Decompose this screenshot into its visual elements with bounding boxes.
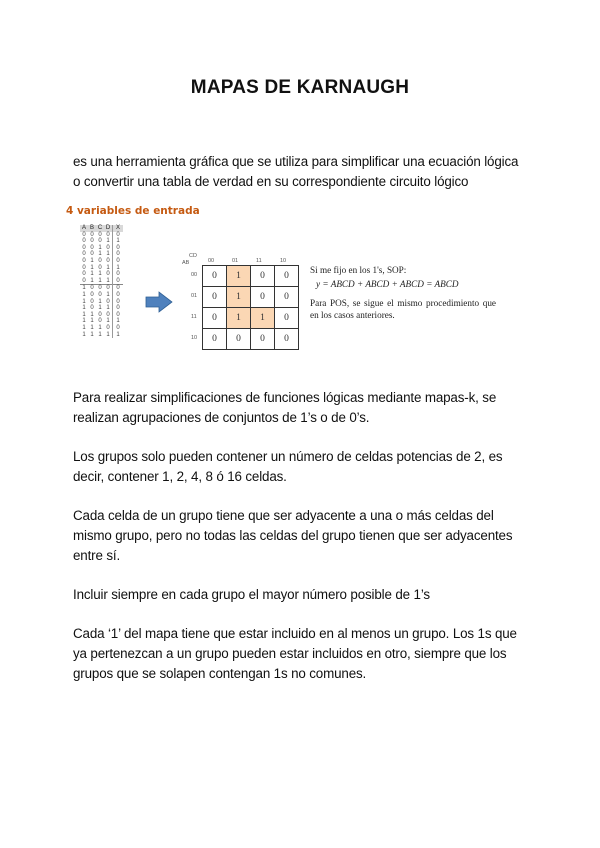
truth-table-cell: 0	[88, 285, 96, 292]
truth-table-cell: 1	[80, 285, 88, 292]
sop-block	[310, 264, 496, 321]
kmap-col-header: 01	[232, 258, 239, 264]
truth-table-cell: 0	[106, 231, 110, 238]
truth-table-cell: 1	[82, 305, 86, 312]
truth-table-cell: 1	[106, 291, 110, 298]
truth-table-header: C	[97, 225, 103, 231]
kmap-cell: 0	[275, 266, 299, 287]
truth-table-cell: 0	[98, 311, 102, 318]
kmap-cell: 0	[251, 329, 275, 350]
truth-table-cell: 0	[104, 285, 113, 292]
truth-table-header: X	[113, 225, 124, 232]
truth-table-row	[80, 258, 123, 265]
truth-table-cell: 1	[90, 318, 94, 325]
truth-table-cell: 0	[98, 318, 102, 325]
truth-table-row	[80, 305, 123, 312]
truth-table-cell: 1	[82, 324, 86, 331]
truth-table-cell: 0	[98, 231, 102, 238]
truth-table-cell: 1	[113, 332, 124, 339]
truth-table-cell: 1	[106, 305, 110, 312]
truth-table-cell: 0	[113, 312, 124, 319]
kmap-cell: 0	[251, 266, 275, 287]
body-paragraph	[73, 585, 543, 605]
kmap-cell: 0	[275, 329, 299, 350]
truth-table-row	[80, 318, 123, 325]
karnaugh-map	[182, 254, 302, 354]
kmap-grid	[202, 265, 299, 350]
truth-table-cell: 1	[106, 331, 110, 338]
truth-table-cell: 1	[90, 324, 94, 331]
truth-table-row	[80, 299, 123, 306]
kmap-col-header: 00	[208, 258, 215, 264]
sop-label: Si me fijo en los 1's, SOP:	[310, 265, 407, 275]
truth-table-cell: 0	[82, 257, 86, 264]
truth-table-cell: 1	[98, 251, 102, 258]
truth-table-cell: 1	[82, 298, 86, 305]
paragraph-line: mismo grupo, pero no todas las celdas del grupo tienen que ser adyacentes	[73, 528, 513, 543]
paragraph-line: entre sí.	[73, 548, 121, 563]
truth-table-cell: 0	[113, 245, 124, 252]
truth-table-cell: 1	[98, 244, 102, 251]
truth-table	[80, 225, 123, 338]
kmap-corner-ab: AB	[182, 260, 190, 266]
truth-table-cell: 1	[106, 264, 110, 271]
kmap-cell: 0	[203, 266, 227, 287]
kmap-cell: 1	[227, 266, 251, 287]
kmap-cell: 1	[251, 308, 275, 329]
truth-table-cell: 1	[98, 324, 102, 331]
truth-table-cell: 0	[113, 292, 124, 299]
truth-table-cell: 0	[106, 271, 110, 278]
paragraph-line: Cada ‘1’ del mapa tiene que estar incluido en al menos un grupo. Los 1s que	[73, 626, 517, 641]
pos-note: Para POS, se sigue el mismo procedimiento que en los casos anteriores.	[310, 298, 496, 320]
truth-table-row	[80, 251, 123, 258]
paragraph-line: Los grupos solo pueden contener un número de celdas potencias de 2, es	[73, 449, 503, 464]
truth-table-cell: 0	[82, 251, 86, 258]
truth-table-row	[80, 265, 123, 272]
body-paragraph	[73, 447, 543, 487]
truth-table-row	[80, 312, 123, 319]
body-paragraph	[73, 506, 543, 566]
truth-table-cell: 1	[98, 305, 102, 312]
truth-table-header: A	[81, 225, 86, 231]
truth-table-cell: 1	[90, 264, 94, 271]
truth-table-cell: 0	[106, 324, 110, 331]
truth-table-cell: 0	[106, 244, 110, 251]
truth-table-cell: 0	[106, 311, 110, 318]
truth-table-cell: 0	[82, 277, 86, 284]
truth-table-cell: 1	[113, 265, 124, 272]
truth-table-cell: 0	[113, 305, 124, 312]
truth-table-cell: 0	[98, 264, 102, 271]
truth-table-cell: 1	[113, 318, 124, 325]
kmap-cell: 1	[227, 308, 251, 329]
kmap-cell: 0	[203, 287, 227, 308]
truth-table-cell: 0	[106, 257, 110, 264]
truth-table-cell: 0	[90, 291, 94, 298]
truth-table-cell: 0	[90, 238, 94, 245]
kmap-cell: 0	[203, 329, 227, 350]
truth-table-cell: 1	[98, 271, 102, 278]
right-arrow-icon	[145, 291, 173, 313]
truth-table-cell: 1	[90, 331, 94, 338]
truth-table-cell: 0	[82, 264, 86, 271]
paragraph-line: decir, contener 1, 2, 4, 8 ó 16 celdas.	[73, 469, 287, 484]
truth-table-cell: 0	[113, 258, 124, 265]
kmap-corner-cd: CD	[189, 253, 197, 259]
truth-table-cell: 1	[98, 331, 102, 338]
truth-table-cell: 0	[113, 285, 124, 292]
kmap-cell: 1	[227, 287, 251, 308]
truth-table-row	[80, 332, 123, 339]
paragraph-line: realizan agrupaciones de conjuntos de 1’s o de 0’s.	[73, 410, 370, 425]
truth-table-row	[80, 285, 123, 292]
kmap-row-header: 01	[191, 293, 198, 299]
truth-table-header: B	[89, 225, 94, 231]
body-paragraph	[73, 388, 543, 428]
truth-table-cell: 1	[82, 291, 86, 298]
truth-table-header: D	[104, 225, 113, 232]
truth-table-cell: 1	[82, 331, 86, 338]
truth-table-cell: 1	[90, 277, 94, 284]
truth-table-cell: 0	[90, 305, 94, 312]
truth-table-cell: 0	[113, 278, 124, 285]
truth-table-cell: 0	[98, 238, 102, 245]
truth-table-row	[80, 245, 123, 252]
truth-table-cell: 0	[113, 325, 124, 332]
paragraph-line: Incluir siempre en cada grupo el mayor número posible de 1’s	[73, 587, 430, 602]
truth-table-row	[80, 238, 123, 245]
truth-table-cell: 0	[82, 238, 86, 245]
body-paragraph	[73, 624, 543, 684]
truth-table-row	[80, 271, 123, 278]
kmap-cell: 0	[275, 287, 299, 308]
truth-table-cell: 0	[113, 251, 124, 258]
truth-table-cell: 1	[98, 277, 102, 284]
kmap-cell: 0	[203, 308, 227, 329]
truth-table-cell: 1	[90, 257, 94, 264]
truth-table-cell: 0	[82, 244, 86, 251]
kmap-col-header: 11	[256, 258, 262, 264]
truth-table-cell: 1	[90, 311, 94, 318]
truth-table-cell: 1	[82, 318, 86, 325]
truth-table-cell: 0	[90, 244, 94, 251]
paragraph-line: grupos que se solapen contengan 1s no comunes.	[73, 666, 367, 681]
truth-table-row	[80, 325, 123, 332]
paragraph-line: Cada celda de un grupo tiene que ser adyacente a una o más celdas del	[73, 508, 494, 523]
truth-table-cell: 1	[113, 238, 124, 245]
intro-line: o convertir una tabla de verdad en su correspondiente circuito lógico	[73, 174, 469, 189]
truth-table-cell: 1	[106, 277, 110, 284]
kmap-cell: 0	[251, 287, 275, 308]
truth-table-cell: 0	[90, 298, 94, 305]
truth-table-cell: 1	[106, 238, 110, 245]
kmap-row-header: 11	[191, 314, 197, 320]
truth-table-cell: 1	[106, 251, 110, 258]
body-text	[73, 388, 543, 703]
kmap-cell: 0	[227, 329, 251, 350]
truth-table-cell: 0	[98, 291, 102, 298]
truth-table-cell: 0	[82, 271, 86, 278]
truth-table-cell: 0	[113, 232, 124, 239]
kmap-col-header: 10	[280, 258, 287, 264]
kmap-row-header: 00	[191, 272, 198, 278]
truth-table-cell: 1	[82, 311, 86, 318]
truth-table-cell: 0	[90, 251, 94, 258]
kmap-row-header: 10	[191, 335, 198, 341]
paragraph-line: Para realizar simplificaciones de funciones lógicas mediante mapas-k, se	[73, 390, 497, 405]
truth-table-cell: 0	[90, 231, 94, 238]
intro-line: es una herramienta gráfica que se utiliza para simplificar una ecuación lógica	[73, 154, 519, 169]
sop-equation: y = ABCD + ABCD + ABCD = ABCD	[316, 279, 459, 289]
truth-table-cell: 0	[106, 298, 110, 305]
truth-table-row	[80, 278, 123, 285]
truth-table-cell: 0	[98, 257, 102, 264]
truth-table-row	[80, 232, 123, 239]
paragraph-line: ya pertenezcan a un grupo pueden estar incluidos en otro, siempre que los	[73, 646, 507, 661]
truth-table-cell: 1	[90, 271, 94, 278]
truth-table-cell: 0	[113, 299, 124, 306]
intro-text	[73, 152, 543, 192]
truth-table-row	[80, 292, 123, 299]
truth-table-cell: 1	[106, 318, 110, 325]
truth-table-cell: 0	[113, 271, 124, 278]
truth-table-cell: 0	[96, 285, 104, 292]
page-title: MAPAS DE KARNAUGH	[190, 77, 410, 98]
truth-table-cell: 1	[98, 298, 102, 305]
truth-table-cell: 0	[82, 231, 86, 238]
figure-heading: 4 variables de entrada	[66, 205, 200, 217]
kmap-cell: 0	[275, 308, 299, 329]
